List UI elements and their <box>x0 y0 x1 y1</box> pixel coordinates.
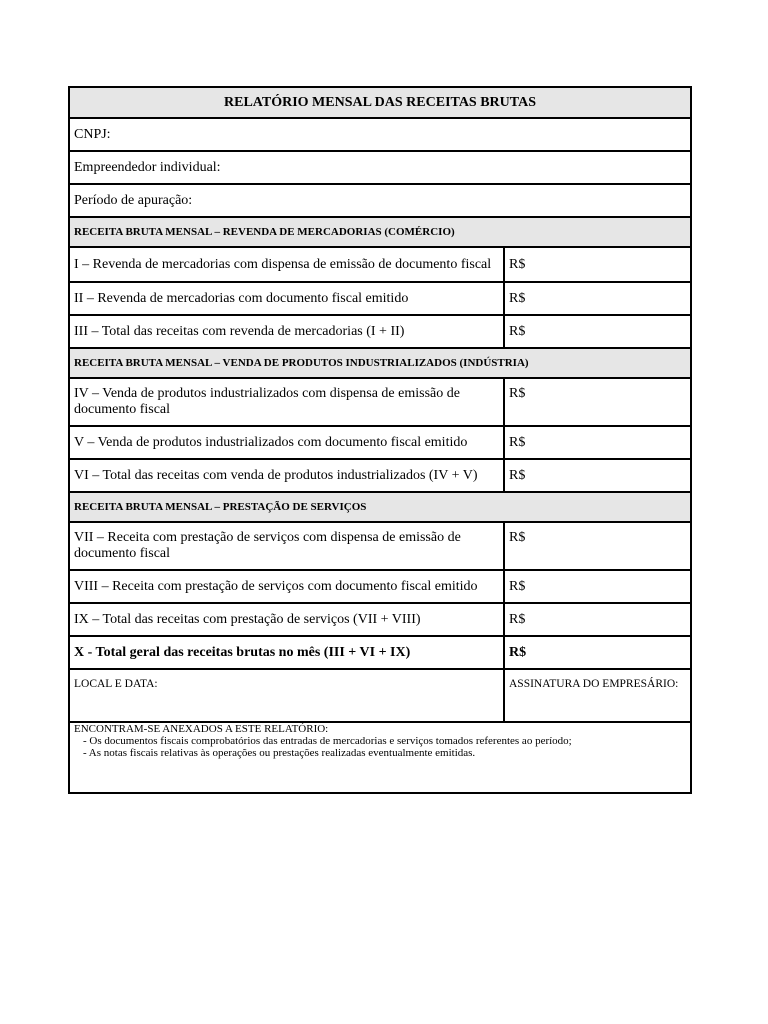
assinatura-field[interactable]: ASSINATURA DO EMPRESÁRIO: <box>504 669 691 722</box>
row-value-vi[interactable]: R$ <box>504 459 691 492</box>
row-value-i[interactable]: R$ <box>504 247 691 282</box>
row-value-x-total[interactable]: R$ <box>504 636 691 669</box>
row-value-viii[interactable]: R$ <box>504 570 691 603</box>
section-header-industria: RECEITA BRUTA MENSAL – VENDA DE PRODUTOS INDUSTRIALIZADOS (INDÚSTRIA) <box>69 348 691 378</box>
row-label-vii: VII – Receita com prestação de serviços com dispensa de emissão de documento fiscal <box>69 522 504 570</box>
row-label-iv: IV – Venda de produtos industrializados com dispensa de emissão de documento fiscal <box>69 378 504 426</box>
row-label-i: I – Revenda de mercadorias com dispensa de emissão de documento fiscal <box>69 247 504 282</box>
row-value-ix[interactable]: R$ <box>504 603 691 636</box>
section-header-comercio: RECEITA BRUTA MENSAL – REVENDA DE MERCADORIAS (COMÉRCIO) <box>69 217 691 247</box>
row-label-iii: III – Total das receitas com revenda de mercadorias (I + II) <box>69 315 504 348</box>
local-data-field[interactable]: LOCAL E DATA: <box>69 669 504 722</box>
notes-item: - Os documentos fiscais comprobatórios das entradas de mercadorias e serviços tomados referentes ao período; <box>83 735 572 747</box>
row-label-v: V – Venda de produtos industrializados com documento fiscal emitido <box>69 426 504 459</box>
row-value-iv[interactable]: R$ <box>504 378 691 426</box>
revenue-report-form <box>68 86 692 794</box>
attachments-notes <box>69 722 691 793</box>
row-value-v[interactable]: R$ <box>504 426 691 459</box>
row-label-x-total: X - Total geral das receitas brutas no mês (III + VI + IX) <box>69 636 504 669</box>
periodo-field[interactable]: Período de apuração: <box>69 184 691 217</box>
notes-item: - As notas fiscais relativas às operações ou prestações realizadas eventualmente emitidas. <box>83 747 476 759</box>
row-label-ii: II – Revenda de mercadorias com documento fiscal emitido <box>69 282 504 315</box>
row-label-viii: VIII – Receita com prestação de serviços com documento fiscal emitido <box>69 570 504 603</box>
empreendedor-field[interactable]: Empreendedor individual: <box>69 151 691 184</box>
row-label-ix: IX – Total das receitas com prestação de serviços (VII + VIII) <box>69 603 504 636</box>
row-value-vii[interactable]: R$ <box>504 522 691 570</box>
row-label-vi: VI – Total das receitas com venda de produtos industrializados (IV + V) <box>69 459 504 492</box>
section-header-servicos: RECEITA BRUTA MENSAL – PRESTAÇÃO DE SERVIÇOS <box>69 492 691 522</box>
report-title: RELATÓRIO MENSAL DAS RECEITAS BRUTAS <box>69 87 691 118</box>
row-value-ii[interactable]: R$ <box>504 282 691 315</box>
notes-heading: ENCONTRAM-SE ANEXADOS A ESTE RELATÓRIO: <box>74 723 329 735</box>
cnpj-field[interactable]: CNPJ: <box>69 118 691 151</box>
row-value-iii[interactable]: R$ <box>504 315 691 348</box>
